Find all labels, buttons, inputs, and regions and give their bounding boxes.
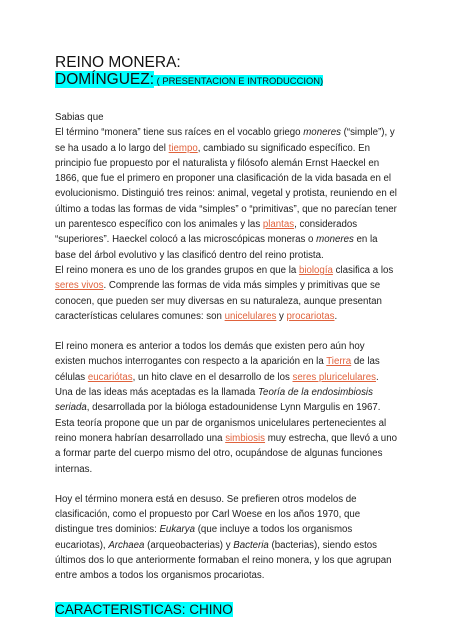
link-eucariotas[interactable]: eucariótas [87,371,133,383]
intro-heading: Sabias que [55,112,104,123]
p2-text: . Una de las ideas más aceptadas es la llamada [55,371,379,399]
p1b-text: El reino monera es uno de los grandes grupos en que la [55,264,299,276]
p3-text: (bacterias), siendo estos últimos dos lo que anteriormente formaban el reino monera, y los que agrupan entre ambos a todos los organismos procariotas. [55,539,392,582]
link-simbiosis[interactable]: simbiosis [225,432,266,444]
link-procariotas[interactable]: procariotas [286,310,335,322]
p3-text: (que incluye a todos los organismos eucariotas), [55,524,353,551]
subtitle-note: ( PRESENTACION E INTRODUCCION) [154,75,324,86]
link-tiempo[interactable]: tiempo [168,142,198,154]
section-heading-text: CARACTERISTICAS: CHINO [55,601,233,617]
p2-text: de las células [55,356,380,383]
p2-text: El reino monera es anterior a todos los demás que existen pero aún hoy existen muchos interrogantes con respecto a la aparición en la [55,341,365,368]
p3-emphasis: Eukarya [159,524,196,536]
intro-text: , cambiado su significado específico. En principio fue propuesto por el naturalista y filósofo alemán Ernst Haeckel en 1866, que fue el primero en proponer una clasificación de la vida basada en el evolucionismo. Distinguió tres reinos: animal, vegetal y protista, reuniendo en el último a todas las formas de vida “simples” o “primitivas”, que no parecían tener un parentesco específico con los animales y las [55,142,397,231]
link-plantas[interactable]: plantas [262,219,295,231]
paragraph-origin [55,339,397,477]
link-seres-pluricelulares[interactable]: seres pluricelulares [292,371,376,383]
p3-emphasis: Archaea [108,539,145,551]
p3-text: Hoy el término monera está en desuso. Se prefieren otros modelos de clasificación, como el propuesto por Carl Woese en los años 1970, que distingue tres dominios: [55,493,361,536]
p2-emphasis: Teoría de la endosimbiosis seriada [55,387,373,414]
p2-text: , un hito clave en el desarrollo de los [132,371,293,383]
paragraph-intro [55,110,397,324]
intro-emphasis: moneres [316,234,354,246]
link-seres-vivos[interactable]: seres vivos [55,280,104,292]
link-unicelulares[interactable]: unicelulares [224,310,277,322]
link-tierra[interactable]: Tierra [326,356,352,368]
intro-text: (“simple”), y se ha usado a lo largo del [55,127,395,154]
intro-text: , considerados “superiores”. Haeckel colocó a las microscópicas moneras o [55,219,358,246]
document-subtitle [55,71,397,89]
link-biologia[interactable]: biología [298,264,333,276]
p1b-text: y [276,310,287,322]
intro-text: El término “monera” tiene sus raíces en el vocablo griego [55,127,304,139]
section-heading [55,601,397,618]
p2-text: , desarrollada por la bióloga estadounidense Lynn Margulis en 1967. Esta teoría propone que un par de organismos unicelulares pertenecientes al reino monera habrían desarrollado una [55,402,387,444]
p1b-text: clasifica a los [332,264,394,276]
p2-text: muy estrecha, que llevó a uno a formar parte del cuerpo mismo del otro, ocupándose de algunas funciones internas. [55,432,397,475]
document-page [55,55,397,629]
paragraph-current [55,492,397,584]
subtitle-author: DOMÍNGUEZ: [55,71,155,88]
intro-emphasis: moneres [303,127,341,139]
document-title: REINO MONERA: [55,54,181,71]
p3-emphasis: Bacteria [233,539,269,551]
p1b-text: . [334,310,338,322]
intro-text: en la base del árbol evolutivo y las clasificó dentro del reino protista. [55,234,378,261]
p1b-text: . Comprende las formas de vida más simples y primitivas que se conocen, que pueden ser muy diversas en su naturaleza, aunque presentan características celulares comunes: son [55,280,382,322]
p3-text: (arqueobacterias) y [144,539,234,551]
